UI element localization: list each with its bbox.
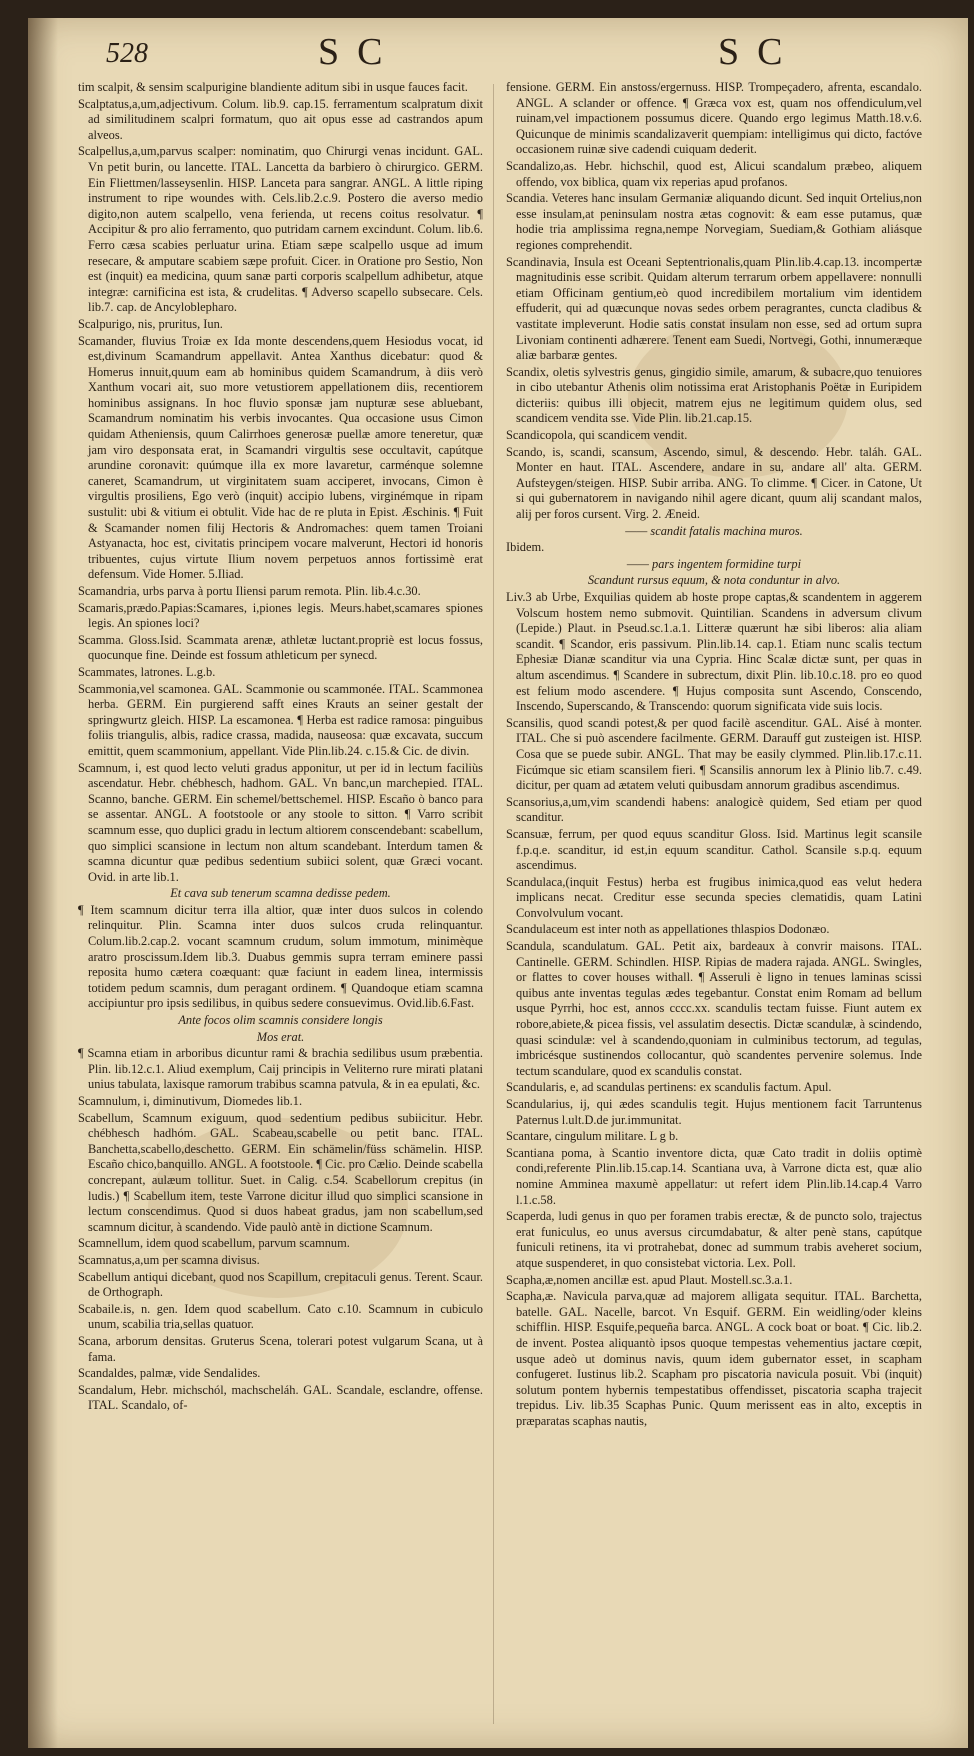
- dictionary-entry: Scandia. Veteres hanc insulam Germaniæ aliquando dicunt. Sed inquit Ortelius,non esse insulam,at peninsulam nostra ætas cognovit: & eam esse putamus, quæ hodie tria amplissima regna,nempe Norvegiam, Suediam,& Gothiam aliásque regiones comprehendit.: [506, 191, 922, 252]
- dictionary-entry: Scandula, scandulatum. GAL. Petit aix, bardeaux à convrir maisons. ITAL. Cantinelle. GERM. Schindlen. HISP. Ripias de madera rajada. ANGL. Swingles, or flattes to cover houses withall. ¶ Asseruli è ligno in tenues laminas scissi quibus ante inventas tegulas ædes tegebantur. Constat enim Romam ad bellum usque Pyrrhi, hoc est, annos cccc.xx. scandulis tectam fuisse. Fiunt autem ex robore,abiete,& picea fissis, vel assulatim desectis. Dictæ scandulæ, à scindendo, quasi scindulæ: vel à scandendo,quoniam in culminibus tectorum, ad tegulas, imbricésque sustinendos collocantur, quò scandentes pervenire solemus. Inde tectum scandulare, quod ex scandulis constat.: [506, 939, 922, 1078]
- verse-quote: —— scandit fatalis machina muros.: [625, 523, 803, 538]
- dictionary-entry: Scando, is, scandi, scansum, Ascendo, simul, & descendo. Hebr. taláh. GAL. Monter en haut. ITAL. Ascendere, andare in su, andare all' alta. GERM. Aufsteygen/steigen. HISP. Subir arriba. ANG. To climme. ¶ Cicer. in Catone, Ut si qui gubernatorem in navigando nihil agere dicant, quum alij scandant malos, alij per foros cursent. Virg. 2. Æneid.: [506, 444, 922, 522]
- left-entries: [78, 80, 483, 885]
- dictionary-entry: Scalptatus,a,um,adjectivum. Colum. lib.9. cap.15. ferramentum scalpratum dixit ad similitudinem scalpri formatum, quo ait opus esse ad castrandos apum alveos.: [78, 96, 483, 142]
- dictionary-entry: Scamander, fluvius Troiæ ex Ida monte descendens,quem Hesiodus vocat, id est,divinum Scamandrum appellavit. Antea Xanthus dicebatur: quod & Homerus innuit,quum eam ab hominibus quidem Scamandrum, à diis verò Xanthum vocari ait, suo more vetustiorem appellationem diis, recentiorem hominibus assignans. In hoc fluvio sponsæ jam nupturæ sese abluebant, Scamandrum nominatim his verbis invocantes. Qua occasione usus Cimon quidam Atheniensis, quum Calirrhoes generosæ puellæ amore teneretur, quæ jam viro desponsata erat, in Scamandri virgultis sese occultavit, capútque arundine coronavit: quúmque illa ex more lavaretur, carménque solemne caneret, Scamandrum, ut virginitatem suam acciperet, invocans, Cimon è virgultis prosiliens, Ego verò (inquit) accipio lubens, virginémque in ripam sustulit: ubi & vitium ei obtulit. Vide hac de re pluta in Epist. Æschinis. ¶ Fuit & Scamander nomen filij Hectoris & Andromaches: quem tamen Troiani Astyanacta, hoc est, civitatis principem vocare malverunt, Hectori id honoris tribuentes, cujus virtute Ilium novem perpetuos annos fortissimè erat defensum. Vide Homer. 5.Iliad.: [78, 333, 483, 582]
- dictionary-entry: Scabellum antiqui dicebant, quod nos Scapillum, crepitaculi genus. Terent. Scaur. de Orthograph.: [78, 1269, 483, 1300]
- dictionary-entry: Scammonia,vel scamonea. GAL. Scammonie ou scammonée. ITAL. Scammonea herba. GERM. Ein purgierend safft eines Krauts an seiner gestalt der springwurtz gleich. HISP. La escamonea. ¶ Herba est radice ramosa: pinguibus foliis triangulis, albis, radice crassa, madida, nauseosa: quæ excavata, succum emittit, quem scammonium, appellant. Vide Plin.lib.24. c.15.& Cic. de divin.: [78, 681, 483, 758]
- dictionary-entry: Scabaile.is, n. gen. Idem quod scabellum. Cato c.10. Scamnum in cubiculo unum, scabilia tria,sellas quatuor.: [78, 1301, 483, 1332]
- running-head-left: SC: [318, 31, 401, 73]
- dictionary-entry: Scaperda, ludi genus in quo per foramen trabis erectæ, & de puncto solo, trajectus erat funiculus, eo unus aversus circumdabatur, & alter penè stans, capútque funiculi retinens, ita vi protrahebat, donec ad summum trabis aveheret socium, atque suspenderet, in quo consistebat victoria. Lex. Poll.: [506, 1209, 922, 1270]
- dictionary-entry: Scandalizo,as. Hebr. hichschil, quod est, Alicui scandalum præbeo, aliquem offendo, vox biblica, quam vix reperias apud profanos.: [506, 158, 922, 189]
- verse-quote: Scandunt rursus equum, & nota conduntur in alvo.: [587, 573, 841, 588]
- dictionary-entry: Scamnellum, idem quod scabellum, parvum scamnum.: [78, 1236, 350, 1251]
- left-entries-2: [78, 903, 483, 1012]
- gutter-shadow: [28, 18, 58, 1748]
- dictionary-entry: Scansilis, quod scandi potest,& per quod facilè ascenditur. GAL. Aisé à monter. ITAL. Che si può ascendere facilmente. GERM. Darauff gut zusteigen ist. HISP. Cosa que se puede subir. ANGL. That may be easily clymmed. Plin.lib.17.c.11. Ficúmque sic etiam scansilem fieri. ¶ Scansilis annorum lex à Plinio lib.7. c.49. dicitur, per quam ad ætatem veluti quibusdam annorum gradibus ascendimus.: [506, 715, 922, 793]
- book-page: [28, 18, 968, 1748]
- page-number: 528: [106, 38, 148, 69]
- page-header: [68, 26, 948, 80]
- dictionary-entry: Liv.3 ab Urbe, Exquilias quidem ab hoste prope captas,& scandentem in aggerem Volscum hostem nemo submovit. Quintilian. Scandens in adversum clivum (Lepide.) Plaut. in Pseud.sc.1.a.1. Litteræ quærunt hæ sibi liberos: alia aliam scandit. ¶ Scandor, eris passivum. Plin.lib.14. cap.1. Etiam nunc scalis tectum Ephesiæ Dianæ scanditur via una Cypria. Hinc Scalæ dictæ sunt, per quas in altum ascendimus. ¶ Scandere in subrectum, dixit Plin. lib.10.c.18. pro eo quod est felium modo ascendere. ¶ Hujus composita sunt Ascendo, Conscendo, Inscendo, Superscando, & Transcendo: quorum significata vide suis locis.: [506, 590, 922, 714]
- ibidem-line: Ibidem.: [506, 540, 545, 555]
- left-entries-3: [78, 1046, 483, 1414]
- dictionary-entry: Scamaris,prædo.Papias:Scamares, i,piones legis. Meurs.habet,scamares spiones legis. An spiones loci?: [78, 600, 483, 631]
- verse-quote: Mos erat.: [256, 1029, 305, 1044]
- dictionary-entry: tim scalpit, & sensim scalpurigine blandiente aditum sibi in usque fauces facit.: [78, 80, 468, 94]
- right-entries: [506, 80, 922, 523]
- dictionary-entry: Scandicopola, qui scandicem vendit.: [506, 428, 688, 443]
- dictionary-entry: fensione. GERM. Ein anstoss/ergernuss. HISP. Trompeçadero, afrenta, escandalo. ANGL. A sclander or offence. ¶ Græca vox est, quam nos offendiculum,vel ruinam,vel impactionem possumus dicere. Quando ergo legimus Matth.18.v.6. Quicunque de minimis scandalizaverit quempiam: intelligimus qui dicto, factóve occasionem ruinæ sive cadendi cuiquam dederit.: [506, 80, 922, 157]
- dictionary-entry: Scapha,æ. Navicula parva,quæ ad majorem alligata sequitur. ITAL. Barchetta, batelle. GAL. Nacelle, barcot. Vn Esquif. GERM. Ein weidling/oder kleins schifflin. HISP. Esquife,pequeña barca. ANGL. A cock boat or boat. ¶ Cic. lib.2. de invent. Postea aliquantò ipsos quoque tempestas vehementius jactare cœpit, usque adeò ut dominus navis, quum idem gubernator esset, in scapham confugeret. Iustinus lib.2. Scapham pro piscatoria navicula posuit. Vbi (inquit) solutum pontem hybernis tempestatibus offendisset, piscatoria scapha trajecit trepidus. Liv. lib.35 Scaphas Punic. Quum merissent eas in alto, exceptis in præparatas scaphas nautis,: [506, 1289, 922, 1428]
- dictionary-entry: ¶ Item scamnum dicitur terra illa altior, quæ inter duos sulcos in colendo relinquitur. Plin. Scamna inter duos sulcos cruda relinquantur. Colum.lib.2.cap.2. vocant scamnum crudum, solum immotum, minimèque aratro proscissum.Idem lib.3. Duabus gemmis supra terram eminere passi reposita humo cætera coæquant: quæ faciunt in eadem linea, intermissis totidem pedum scamnis, dum peragant ordinem. ¶ Quandoque etiam scamna accipiuntur pro ipsis sedilibus, in quibus sedere consuevimus. Ovid.lib.6.Fast.: [78, 902, 483, 1011]
- right-column: [506, 80, 922, 1735]
- dictionary-entry: Scandulaceum est inter noth as appellationes thlaspios Dodonæo.: [506, 922, 830, 937]
- dictionary-entry: Scandalum, Hebr. michschól, machscheláh. GAL. Scandale, esclandre, offense. ITAL. Scandalo, of-: [78, 1382, 483, 1413]
- left-column: [78, 80, 483, 1735]
- dictionary-entry: Scansorius,a,um,vim scandendi habens: analogicè quidem, Sed etiam per quod scanditur.: [506, 794, 922, 825]
- dictionary-entry: Scapha,æ,nomen ancillæ est. apud Plaut. Mostell.sc.3.a.1.: [506, 1272, 793, 1287]
- dictionary-entry: Scalpellus,a,um,parvus scalper: nominatim, quo Chirurgi venas incidunt. GAL. Vn petit burin, ou lancette. ITAL. Lancetta da barbiero ò chirurgico. GERM. Ein Fliettmen/lasseysenlin. HISP. Lanceta para sangrar. ANGL. A little riping instrument to ripe woundes with. Cels.lib.2.c.9. Postero die averso medio digito,non autem scalpello, vena ferienda, ut recens coitus resolvatur. ¶ Accipitur & pro alio ferramento, quo putridam carnem excindunt. Colum. lib.6. Ferro cæsa scabies perluatur urina. Etiam sæpe scalpello usque ad imum resecare, & amputare scabiem sæpe profuit. Cicer. in Oratione pro Sestio, Non est (inquit) ea medicina, quum sanæ parti corporis scalpellum adhibetur, atque integræ: carnificina est ista, & crudelitas. ¶ Adverso scapello subsecare. Cels. lib.7. cap. de Ancyloblepharo.: [78, 144, 483, 315]
- dictionary-entry: Scabellum, Scamnum exiguum, quod sedentium pedibus subiicitur. Hebr. chébhesch hadhóm. GAL. Scabeau,scabelle ou petit banc. ITAL. Banchetta,scabello,deschetto. GERM. Ein schämelin/füss schämelin. HISP. Escaño chico,banquillo. ANGL. A footstoole. ¶ Cic. pro Cælio. Deinde scabella concrepant, aulæum tollitur. Suet. in Calig. c.54. Scabellorum crepitus (in ludis.) ¶ Scabellum item, teste Varrone dicitur illud quo simplici scansione in lectum conscendimus. Quod si duos habeat gradus, jam non scabellum,sed scamnum dicitur, à scandendo. Vide paulò antè in dictione Scamnum.: [78, 1110, 483, 1234]
- dictionary-entry: Scalpurigo, nis, pruritus, Iun.: [78, 316, 223, 331]
- verse-quote: —— pars ingentem formidine turpi: [626, 556, 802, 571]
- right-entries-2: [506, 590, 922, 1429]
- dictionary-entry: Scamma. Gloss.Isid. Scammata arenæ, athletæ luctant.propriè est locus fossus, quocunque fine. Deinde est fossum athleticum per synecd.: [78, 632, 483, 663]
- dictionary-entry: Scamnatus,a,um per scamna divisus.: [78, 1252, 260, 1267]
- dictionary-entry: Scammates, latrones. L.g.b.: [78, 664, 216, 679]
- dictionary-entry: Scandaldes, palmæ, vide Sendalides.: [78, 1366, 261, 1381]
- column-divider: [493, 84, 494, 1724]
- dictionary-entry: Scandix, oletis sylvestris genus, gingidio simile, amarum, & subacre,quo tenuiores in cibo utebantur Athenis olim notissima erat Aristophanis Poëtæ in Euripidem dicteriis: quibus illi objecit, matrem ejus ne legitimum quidem olus, sed scandicem vendita sse. Vide Plin. lib.21.cap.15.: [506, 364, 922, 426]
- running-head-right: SC: [718, 31, 801, 73]
- verse-quote: Et cava sub tenerum scamna dedisse pedem.: [170, 886, 391, 901]
- dictionary-entry: Scansuæ, ferrum, per quod equus scanditur Gloss. Isid. Martinus legit scansile f.p.q.e. scanditur, id est,in equum scanditur. Cathol. Scansile s.p.q. equum ascendimus.: [506, 826, 922, 873]
- dictionary-entry: Scandularius, ij, qui ædes scandulis tegit. Hujus mentionem facit Tarruntenus Paternus l.ult.D.de jur.immunitat.: [506, 1097, 922, 1127]
- dictionary-entry: Scamnulum, i, diminutivum, Diomedes lib.1.: [78, 1094, 303, 1108]
- dictionary-entry: Scamnum, i, est quod lecto veluti gradus apponitur, ut per id in lectum faciliùs ascendatur. Hebr. chébhesch, hadhom. GAL. Vn banc,un marchepied. ITAL. Scanno, banche. GERM. Ein schemel/bettschemel. HISP. Escaño ò banco para se assentar. ANGL. A footstoole or any stoole to sitton. ¶ Varro scribit scamnum esse, quo duplici gradu in lectum altiorem conscendebant: scabellum, quo simplici scansione in lectum non altum scandebant. Interdum tamen & scamna dicuntur quæ pedibus sedentium subiici solent, quæ Græci vocant. Ovid. in arte lib.1.: [78, 760, 483, 884]
- dictionary-entry: Scamandria, urbs parva à portu Iliensi parum remota. Plin. lib.4.c.30.: [78, 584, 421, 598]
- dictionary-entry: Scandinavia, Insula est Oceani Septentrionalis,quam Plin.lib.4.cap.13. incompertæ magnitudinis esse scribit. Quidam alterum terrarum orbem appellavere: nonnulli etiam Officinam gentium,eò quod incredibilem mortalium vim identidem effuderit, qui ad quæcunque novas sedes orbem peragrantes, cuncta cladibus & vastitate impleverunt. Hodie satis constat insulam non esse, sed ad ortum supra Livoniam continenti adhærere. Tenent eam Suedi, Nortvegi, Gothi, innumeræque aliæ barbaræ gentes.: [506, 254, 922, 363]
- verse-quote: Ante focos olim scamnis considere longis: [178, 1013, 383, 1028]
- dictionary-entry: Scantare, cingulum militare. L g b.: [506, 1129, 679, 1144]
- dictionary-entry: Scantiana poma, à Scantio inventore dicta, quæ Cato tradit in doliis optimè condi,referente Plin.lib.15.cap.14. Scantiana uva, à Varrone dicta est, quæ alio nomine Amminea maxumè appellatur: ut refert idem Plin.lib.14.cap.4 Varro l.1.c.58.: [506, 1145, 922, 1207]
- dictionary-entry: ¶ Scamna etiam in arboribus dicuntur rami & brachia sedilibus usum præbentia. Plin. lib.12.c.1. Aliud exemplum, Caij principis in Veliterno rure mirati platani unius tabulata, laxisque ramorum trabibus scamna patvula, & in ea epulati, &c.: [78, 1046, 483, 1092]
- dictionary-entry: Scandularis, e, ad scandulas pertinens: ex scandulis factum. Apul.: [506, 1080, 832, 1095]
- dictionary-entry: Scandulaca,(inquit Festus) herba est frugibus inimica,quod eas velut hedera implicans necat. Creditur esse secunda species clematidis, quam Latini Convolvulum vocant.: [506, 874, 922, 920]
- dictionary-entry: Scana, arborum densitas. Gruterus Scena, tolerari potest vulgarum Scana, ut à fama.: [78, 1333, 483, 1364]
